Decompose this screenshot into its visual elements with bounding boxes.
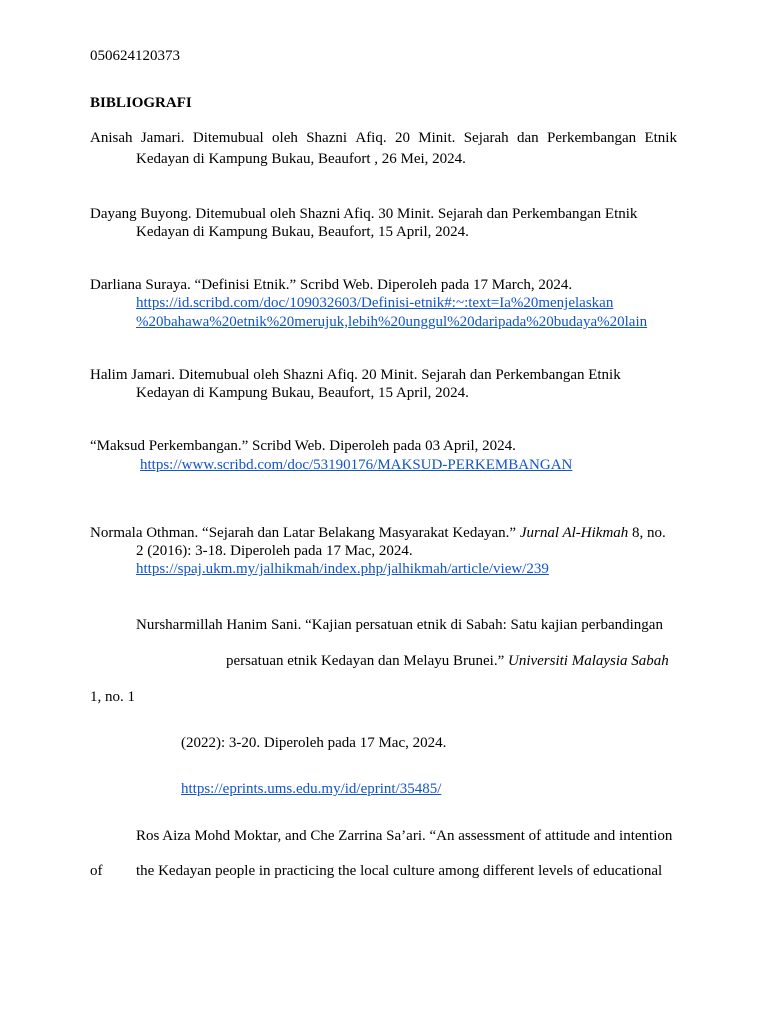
entry-7-line-2 xyxy=(226,652,669,670)
entry-6-journal: Jurnal Al-Hikmah xyxy=(519,525,629,541)
entry-6-line-2: 2 (2016): 3-18. Diperoleh pada 17 Mac, 2024. xyxy=(136,543,413,559)
entry-8-line-1: Ros Aiza Mohd Moktar, and Che Zarrina Sa’ari. “An assessment of attitude and intention xyxy=(136,828,673,844)
word: Jamari. xyxy=(140,130,185,146)
entry-3-link-part-2[interactable]: %20bahawa%20etnik%20merujuk,lebih%20unggul%20daripada%20budaya%20lain xyxy=(136,314,648,330)
entry-6-author-title: Normala Othman. “Sejarah dan Latar Belakang Masyarakat Kedayan.” xyxy=(90,525,520,541)
entry-2-line-2: Kedayan di Kampung Bukau, Beaufort, 15 April, 2024. xyxy=(136,224,469,240)
document-id: 050624120373 xyxy=(90,48,180,64)
entry-4-line-1: Halim Jamari. Ditemubual oleh Shazni Afiq. 20 Minit. Sejarah dan Perkembangan Etnik xyxy=(90,367,621,383)
entry-6-line-1 xyxy=(90,524,666,542)
word: Afiq. xyxy=(355,130,387,146)
entry-7-link[interactable]: https://eprints.ums.edu.my/id/eprint/35485/ xyxy=(181,781,442,797)
entry-8-line-2-left: of xyxy=(90,863,103,879)
word: Minit. xyxy=(418,130,456,146)
entry-7-line-3: 1, no. 1 xyxy=(90,689,135,705)
entry-6-link[interactable]: https://spaj.ukm.my/jalhikmah/index.php/jalhikmah/article/view/239 xyxy=(136,561,549,577)
word: Shazni xyxy=(306,130,348,146)
word: Perkembangan xyxy=(547,130,637,146)
entry-1-line-2: Kedayan di Kampung Bukau, Beaufort , 26 Mei, 2024. xyxy=(136,151,466,167)
entry-7-line-1: Nursharmillah Hanim Sani. “Kajian persatuan etnik di Sabah: Satu kajian perbandingan xyxy=(136,617,663,633)
entry-2-line-1: Dayang Buyong. Ditemubual oleh Shazni Afiq. 30 Minit. Sejarah dan Perkembangan Etnik xyxy=(90,206,638,222)
word: Sejarah xyxy=(463,130,509,146)
entry-7-journal: Universiti Malaysia Sabah xyxy=(507,653,669,669)
word: oleh xyxy=(272,130,298,146)
word: Etnik xyxy=(644,130,677,146)
word: Ditemubual xyxy=(192,130,264,146)
entry-7-line-4: (2022): 3-20. Diperoleh pada 17 Mac, 2024. xyxy=(181,735,447,751)
entry-3-line-1: Darliana Suraya. “Definisi Etnik.” Scribd Web. Diperoleh pada 17 March, 2024. xyxy=(90,277,573,293)
entry-1-line-1 xyxy=(90,129,677,147)
word: Anisah xyxy=(90,130,133,146)
entry-4-line-2: Kedayan di Kampung Bukau, Beaufort, 15 April, 2024. xyxy=(136,385,469,401)
page-title: BIBLIOGRAFI xyxy=(90,95,192,111)
entry-7-title-end: persatuan etnik Kedayan dan Melayu Brunei.” xyxy=(226,653,508,669)
entry-6-volume: 8, no. xyxy=(628,525,666,541)
entry-5-line-1: “Maksud Perkembangan.” Scribd Web. Diperoleh pada 03 April, 2024. xyxy=(90,438,516,454)
word: 20 xyxy=(394,130,410,146)
entry-8-line-2: the Kedayan people in practicing the local culture among different levels of educational xyxy=(136,863,663,879)
entry-3-link-part-1[interactable]: https://id.scribd.com/doc/109032603/Definisi-etnik#:~:text=Ia%20menjelaskan xyxy=(136,295,614,311)
entry-5-link[interactable]: https://www.scribd.com/doc/53190176/MAKSUD-PERKEMBANGAN xyxy=(140,457,573,473)
word: dan xyxy=(517,130,539,146)
